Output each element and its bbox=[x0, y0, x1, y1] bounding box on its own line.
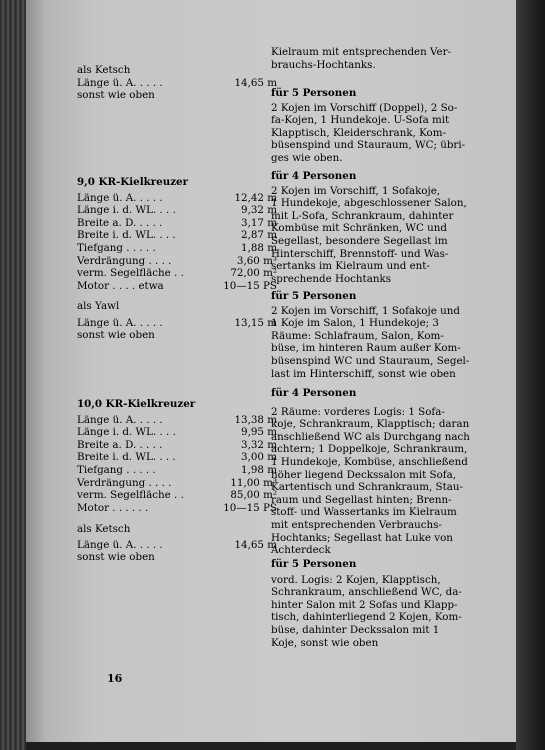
ketsch-variant-2 bbox=[77, 523, 277, 564]
spec-row: Länge ü. A. . . . . 13,15 m bbox=[77, 316, 277, 329]
section-heading: für 4 Personen bbox=[271, 387, 357, 399]
section-heading: für 5 Personen bbox=[271, 290, 357, 302]
spec-row: verm. Segelfläche . . 85,00 m² bbox=[77, 489, 277, 502]
layout-section-1: für 5 Personen 2 Kojen im Vorschiff (Doppel), 2 So- fa-Kojen, 1 Hundekoje. U-Sofa mit Klapptisch, Kleiderschrank, Kom- büsenspind und Stauraum, WC; übri- ges wie oben. bbox=[271, 87, 481, 165]
section-heading: für 5 Personen bbox=[271, 87, 357, 99]
page-number: 16 bbox=[107, 672, 123, 685]
spec-row: Breite a. D. . . . . 3,17 m bbox=[77, 216, 277, 229]
variant-title: als Ketsch bbox=[77, 64, 131, 76]
section-heading: für 5 Personen bbox=[271, 558, 357, 570]
spec-row: Tiefgang . . . . . 1,88 m bbox=[77, 241, 277, 254]
kr90-specs bbox=[77, 176, 277, 292]
spec-row: verm. Segelfläche . . 72,00 m² bbox=[77, 267, 277, 280]
variant-title: als Ketsch bbox=[77, 523, 131, 535]
spec-row: Länge ü. A. . . . . 14,65 m bbox=[77, 538, 277, 551]
kr90-heading: 9,0 KR-Kielkreuzer bbox=[77, 176, 189, 188]
section-heading: für 4 Personen bbox=[271, 170, 357, 182]
layout-section-2: für 4 Personen 2 Kojen im Vorschiff, 1 Sofakoje, 1 Hundekoje, abgeschlossener Salon, mit L-Sofa, Schrankraum, dahinter Kombüse mit Schränken, WC und Segellast, besondere Segellast im Hinterschiff, Brennstoff- und Was- sertanks im Kielraum und ent- sprechende Hochtanks bbox=[271, 170, 481, 285]
spec-row: Länge i. d. WL. . . . 9,32 m bbox=[77, 204, 277, 217]
kr100-specs bbox=[77, 398, 277, 514]
book-page-edges bbox=[0, 0, 26, 750]
intro-paragraph: Kielraum mit entsprechenden Ver- brauchs-Hochtanks. bbox=[271, 46, 452, 71]
book-binding-shadow bbox=[516, 0, 545, 750]
variant-note: sonst wie oben bbox=[77, 551, 155, 564]
layout-section-4: für 4 Personen 2 Räume: vorderes Logis: 1 Sofa- koje, Schrankraum, Klapptisch; daran anschließend WC als Durchgang nach achtern; 1 Doppelkoje, Schrankraum, 1 Hundekoje, Kombüse, anschließend höher liegend Deckssalon mit Sofa, Kartentisch und Schrankraum, Stau- raum und Segellast hinten; Brenn- stoff- und Wassertanks im Kielraum mit entsprechenden Verbrauchs- Hochtanks; Segellast hat Luke von Achterdeck bbox=[271, 387, 481, 557]
spec-row: Länge ü. A. . . . . 13,38 m bbox=[77, 413, 277, 426]
variant-note: sonst wie oben bbox=[77, 89, 155, 102]
spec-row: Länge i. d. WL. . . . 9,95 m bbox=[77, 426, 277, 439]
spec-row: Verdrängung . . . . 3,60 m³ bbox=[77, 254, 277, 267]
spec-row: Breite a. D. . . . . 3,32 m bbox=[77, 438, 277, 451]
layout-section-5: für 5 Personen vord. Logis: 2 Kojen, Klapptisch, Schrankraum, anschließend WC, da- hinter Salon mit 2 Sofas und Klapp- tisch, dahinterliegend 2 Kojen, Kom- büse, dahinter Deckssalon mit 1 Koje, sonst wie oben bbox=[271, 558, 481, 649]
spec-row: Tiefgang . . . . . 1,98 m bbox=[77, 463, 277, 476]
ketsch-variant-1 bbox=[77, 64, 277, 102]
layout-section-3: für 5 Personen 2 Kojen im Vorschiff, 1 Sofakoje und 1 Koje im Salon, 1 Hundekoje; 3 Räume: Schlafraum, Salon, Kom- büse, im hinteren Raum außer Kom- büsenspind WC und Stauraum, Segel- last im Hinterschiff, sonst wie oben bbox=[271, 290, 481, 380]
yawl-variant bbox=[77, 300, 277, 342]
spec-row: Motor . . . . etwa 10—15 PS bbox=[77, 279, 277, 292]
variant-note: sonst wie oben bbox=[77, 329, 155, 342]
kr100-heading: 10,0 KR-Kielkreuzer bbox=[77, 398, 196, 410]
spec-row: Breite i. d. WL. . . . 2,87 m bbox=[77, 229, 277, 242]
variant-title: als Yawl bbox=[77, 300, 120, 312]
spec-row: Verdrängung . . . . 11,00 m³ bbox=[77, 476, 277, 489]
spec-row: Länge ü. A. . . . . 14,65 m bbox=[77, 76, 277, 89]
spec-row: Motor . . . . . . 10—15 PS bbox=[77, 501, 277, 514]
spec-row: Breite i. d. WL. . . . 3,00 m bbox=[77, 451, 277, 464]
spec-row: Länge ü. A. . . . . 12,42 m bbox=[77, 191, 277, 204]
